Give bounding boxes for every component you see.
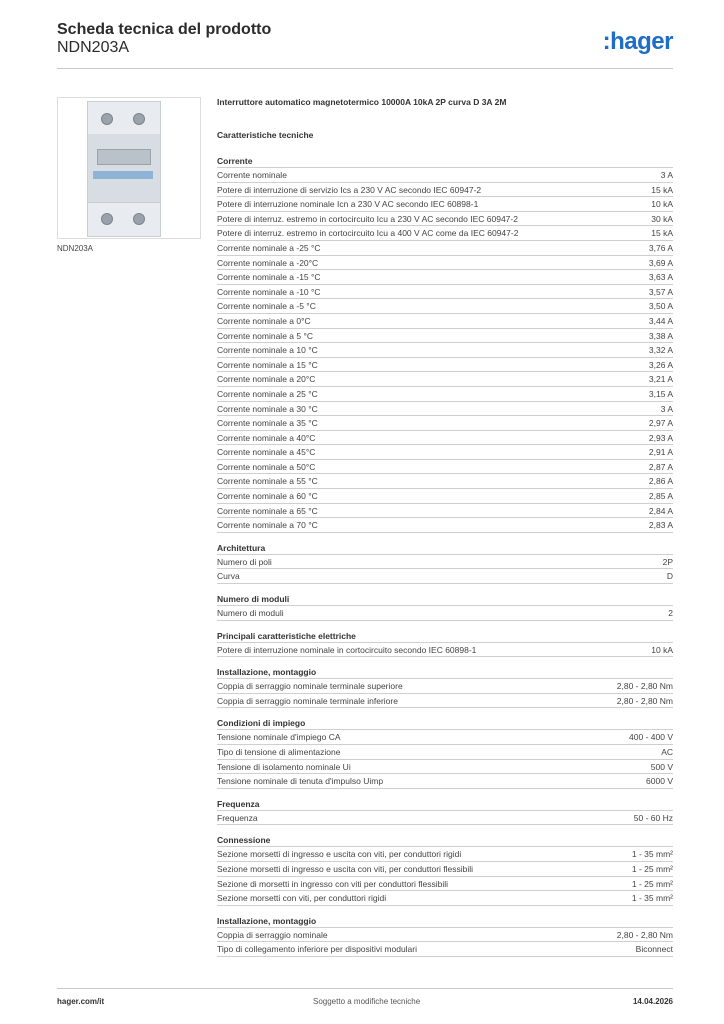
spec-label: Corrente nominale a 45°C — [217, 447, 316, 458]
section-title: Corrente — [217, 155, 673, 168]
spec-value: 2,84 A — [648, 505, 673, 516]
spec-label: Tipo di collegamento inferiore per dispositivi modulari — [217, 944, 418, 955]
spec-row — [217, 518, 673, 533]
spec-row — [217, 168, 673, 183]
spec-value: 3,21 A — [648, 374, 673, 385]
spec-label: Corrente nominale a 60 °C — [217, 491, 318, 502]
section-title: Frequenza — [217, 798, 673, 811]
spec-row — [217, 343, 673, 358]
footer-date: 14.04.2026 — [632, 997, 673, 1006]
spec-label: Sezione di morsetti in ingresso con viti per conduttori flessibili — [217, 878, 449, 889]
header-divider — [57, 68, 673, 69]
spec-row — [217, 730, 673, 745]
spec-section — [217, 798, 673, 826]
spec-label: Curva — [217, 571, 240, 582]
spec-row — [217, 431, 673, 446]
spec-row — [217, 416, 673, 431]
spec-value: 1 - 25 mm² — [631, 878, 673, 889]
product-title: Interruttore automatico magnetotermico 10000A 10kA 2P curva D 3A 2M — [217, 97, 507, 107]
characteristics-title: Caratteristiche tecniche — [217, 130, 314, 140]
spec-label: Coppia di serraggio nominale — [217, 929, 328, 940]
spec-row — [217, 329, 673, 344]
spec-value: 3,57 A — [648, 286, 673, 297]
spec-value: 2,86 A — [648, 476, 673, 487]
spec-label: Corrente nominale a 0°C — [217, 315, 311, 326]
spec-label: Corrente nominale a 55 °C — [217, 476, 318, 487]
spec-label: Corrente nominale a 30 °C — [217, 403, 318, 414]
spec-label: Tipo di tensione di alimentazione — [217, 747, 341, 757]
spec-row — [217, 226, 673, 241]
spec-value: 10 kA — [651, 199, 673, 210]
spec-row — [217, 745, 673, 760]
spec-value: 1 - 35 mm² — [631, 893, 673, 904]
spec-row — [217, 314, 673, 329]
spec-value: AC — [661, 747, 673, 757]
spec-label: Potere di interruzione nominale in cortocircuito secondo IEC 60898-1 — [217, 644, 477, 655]
spec-row — [217, 270, 673, 285]
spec-content — [217, 96, 673, 957]
spec-row — [217, 942, 673, 957]
spec-label: Numero di moduli — [217, 608, 284, 619]
spec-row — [217, 774, 673, 789]
spec-value: 10 kA — [651, 644, 673, 655]
spec-value: 2,97 A — [648, 418, 673, 429]
section-title: Numero di moduli — [217, 593, 673, 606]
spec-value: 2,91 A — [648, 447, 673, 458]
spec-label: Corrente nominale a 15 °C — [217, 359, 318, 370]
spec-label: Sezione morsetti con viti, per conduttori rigidi — [217, 893, 387, 904]
spec-section — [217, 593, 673, 621]
spec-label: Sezione morsetti di ingresso e uscita con viti, per conduttori flessibili — [217, 863, 474, 874]
spec-value: 3,26 A — [648, 359, 673, 370]
spec-row — [217, 489, 673, 504]
spec-row — [217, 760, 673, 775]
spec-value: 30 kA — [651, 213, 673, 224]
section-title: Principali caratteristiche elettriche — [217, 630, 673, 643]
spec-value: D — [666, 571, 673, 582]
spec-label: Corrente nominale a 10 °C — [217, 345, 318, 356]
spec-label: Corrente nominale a -15 °C — [217, 272, 321, 283]
spec-section — [217, 915, 673, 957]
spec-label: Frequenza — [217, 812, 258, 823]
spec-label: Corrente nominale a 65 °C — [217, 505, 318, 516]
spec-label: Numero di poli — [217, 556, 272, 567]
spec-label: Corrente nominale a -20°C — [217, 257, 319, 268]
spec-label: Tensione nominale d'impiego CA — [217, 732, 341, 743]
spec-row — [217, 197, 673, 212]
footer-divider — [57, 988, 673, 989]
spec-value: 2,85 A — [648, 491, 673, 502]
spec-value: 2,80 - 2,80 Nm — [616, 929, 673, 940]
spec-row — [217, 555, 673, 570]
spec-row — [217, 504, 673, 519]
footer-note: Soggetto a modifiche tecniche — [313, 997, 421, 1006]
spec-row — [217, 474, 673, 489]
page-title: Scheda tecnica del prodotto — [57, 21, 272, 38]
spec-value: 3,76 A — [648, 242, 673, 253]
spec-row — [217, 372, 673, 387]
spec-section — [217, 155, 673, 533]
spec-value: 3,63 A — [648, 272, 673, 283]
spec-label: Coppia di serraggio nominale terminale inferiore — [217, 695, 398, 706]
spec-label: Corrente nominale a 5 °C — [217, 330, 314, 341]
spec-row — [217, 679, 673, 694]
spec-section — [217, 630, 673, 658]
spec-label: Potere di interruzione nominale Icn a 230 V AC secondo IEC 60898-1 — [217, 199, 479, 210]
spec-row — [217, 358, 673, 373]
spec-row — [217, 212, 673, 227]
spec-value: 15 kA — [651, 184, 673, 195]
spec-row — [217, 402, 673, 417]
section-title: Installazione, montaggio — [217, 666, 673, 679]
spec-label: Potere di interruz. estremo in cortocircuito Icu a 230 V AC secondo IEC 60947-2 — [217, 213, 518, 224]
spec-value: 3,69 A — [648, 257, 673, 268]
spec-section — [217, 834, 673, 905]
spec-row — [217, 847, 673, 862]
spec-section — [217, 717, 673, 788]
spec-label: Tensione di isolamento nominale Ui — [217, 761, 351, 772]
spec-value: 2,93 A — [648, 432, 673, 443]
product-code: NDN203A — [57, 39, 130, 56]
section-title: Condizioni di impiego — [217, 717, 673, 730]
spec-value: Biconnect — [635, 944, 673, 955]
product-image — [57, 97, 201, 239]
spec-value: 3,32 A — [648, 345, 673, 356]
spec-value: 50 - 60 Hz — [633, 812, 673, 823]
spec-value: 3 A — [660, 403, 673, 414]
spec-value: 2,80 - 2,80 Nm — [616, 681, 673, 692]
spec-row — [217, 569, 673, 584]
spec-value: 3,38 A — [648, 330, 673, 341]
spec-value: 3,15 A — [648, 388, 673, 399]
spec-row — [217, 877, 673, 892]
spec-value: 2,87 A — [648, 461, 673, 472]
spec-row — [217, 241, 673, 256]
spec-row — [217, 928, 673, 943]
spec-section — [217, 666, 673, 708]
spec-value: 3 A — [660, 170, 673, 180]
spec-value: 400 - 400 V — [629, 732, 673, 743]
spec-row — [217, 299, 673, 314]
spec-label: Potere di interruz. estremo in cortocircuito Icu a 400 V AC come da IEC 60947-2 — [217, 228, 519, 239]
section-title: Connessione — [217, 834, 673, 847]
spec-label: Corrente nominale a 20°C — [217, 374, 316, 385]
spec-value: 2P — [662, 556, 673, 567]
spec-row — [217, 891, 673, 906]
spec-label: Corrente nominale a -10 °C — [217, 286, 321, 297]
spec-sections — [217, 155, 673, 957]
spec-label: Coppia di serraggio nominale terminale superiore — [217, 681, 403, 692]
spec-label: Corrente nominale a 40°C — [217, 432, 316, 443]
spec-row — [217, 811, 673, 826]
spec-label: Tensione nominale di tenuta d'impulso Uimp — [217, 776, 384, 787]
spec-value: 2 — [668, 608, 673, 619]
spec-row — [217, 285, 673, 300]
spec-label: Corrente nominale — [217, 170, 287, 180]
spec-value: 1 - 25 mm² — [631, 863, 673, 874]
spec-value: 6000 V — [646, 776, 673, 787]
spec-label: Corrente nominale a -5 °C — [217, 301, 316, 312]
spec-label: Potere di interruzione di servizio Ics a 230 V AC secondo IEC 60947-2 — [217, 184, 482, 195]
section-title: Installazione, montaggio — [217, 915, 673, 928]
spec-value: 15 kA — [651, 228, 673, 239]
spec-value: 1 - 35 mm² — [631, 849, 673, 860]
spec-label: Sezione morsetti di ingresso e uscita con viti, per conduttori rigidi — [217, 849, 462, 860]
circuit-breaker-illustration — [87, 101, 159, 235]
hager-logo[interactable]: :hager — [602, 28, 673, 55]
spec-value: 2,80 - 2,80 Nm — [616, 695, 673, 706]
spec-row — [217, 606, 673, 621]
spec-label: Corrente nominale a -25 °C — [217, 242, 321, 253]
spec-row — [217, 445, 673, 460]
spec-value: 3,50 A — [648, 301, 673, 312]
spec-section — [217, 542, 673, 584]
spec-label: Corrente nominale a 50°C — [217, 461, 316, 472]
spec-row — [217, 256, 673, 271]
spec-value: 2,83 A — [648, 520, 673, 531]
footer-website-link[interactable]: hager.com/it — [57, 997, 105, 1006]
spec-value: 500 V — [650, 761, 673, 772]
spec-row — [217, 387, 673, 402]
spec-row — [217, 862, 673, 877]
spec-label: Corrente nominale a 25 °C — [217, 388, 318, 399]
spec-row — [217, 460, 673, 475]
spec-label: Corrente nominale a 70 °C — [217, 520, 318, 531]
image-caption: NDN203A — [57, 244, 94, 253]
section-title: Architettura — [217, 542, 673, 555]
spec-value: 3,44 A — [648, 315, 673, 326]
spec-row — [217, 643, 673, 658]
spec-row — [217, 694, 673, 709]
spec-label: Corrente nominale a 35 °C — [217, 418, 318, 429]
spec-row — [217, 183, 673, 198]
